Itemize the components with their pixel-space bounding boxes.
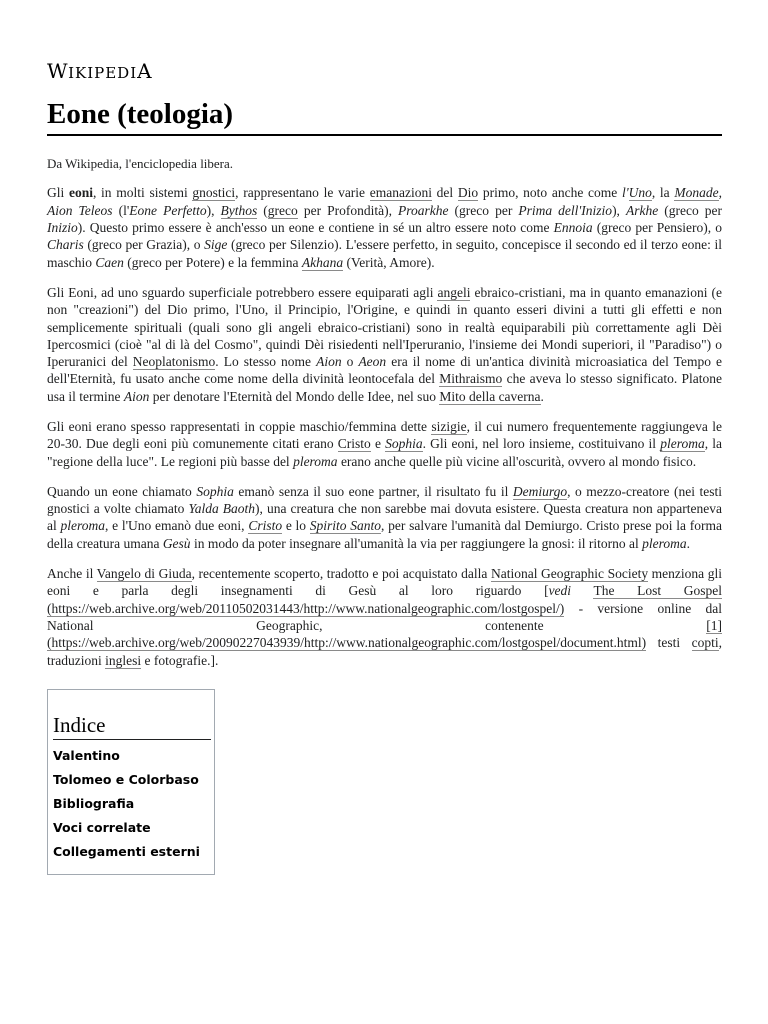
toc-item-bibliografia[interactable]: Bibliografia — [53, 795, 135, 811]
toc-item-voci-correlate[interactable]: Voci correlate — [53, 819, 151, 835]
text-run: - versione online dal National Geographic, contenente — [47, 600, 722, 633]
text-run: ebraico-cristiani, ma in quanto emanazioni (e non "creazioni") del Dio primo, l'Uno, il Principio, l'Origine, e quindi in quanto esseri divini a tutti gli effetti e non semplicemente spirituali (quali sono gli angeli ebraico-cristiani) sono in realtà equiparabili più correttamente agli Dèi Ipercosmici (cioè "al di là del Cosmo", quindi Dèi risiedenti nell'Iperuranio, l'insieme dei Mondi superiori, il "Paradiso") o Iperuranici del — [47, 284, 722, 370]
text-run: emanò senza il suo eone partner, il risultato fu il — [233, 483, 513, 499]
text-run: ( — [257, 202, 268, 218]
text-run: , la — [651, 185, 675, 201]
article-link[interactable]: Demiurgo — [512, 483, 568, 499]
text-run: e fotografie.]. — [141, 652, 219, 668]
italic-term: pleroma — [293, 453, 338, 469]
article-link[interactable]: greco — [267, 202, 298, 218]
paragraph-4 — [47, 483, 722, 552]
article-link[interactable]: gnostici — [192, 185, 236, 201]
toc-item-tolomeo-e-colorbaso[interactable]: Tolomeo e Colorbaso — [53, 771, 199, 787]
text-run: Gli — [47, 185, 69, 201]
text-run — [571, 583, 593, 598]
article-link[interactable]: Dio — [457, 185, 479, 201]
article-link[interactable]: The Lost Gospel (https://web.archive.org/web/20110502031443/http://www.nationalgeographic.com/lostgospel/) — [47, 583, 722, 616]
text-run: . Lo stesso nome — [215, 354, 317, 370]
text-run: che aveva lo stesso significato. Platone usa il termine — [47, 371, 722, 404]
article-link[interactable]: copti — [691, 635, 719, 651]
text-run: , il cui numero frequentemente raggiungeva le 20-30. Due degli eoni più comunemente citati erano — [47, 418, 722, 452]
text-run: e lo — [282, 518, 310, 534]
italic-term: Eone Perfetto — [129, 202, 207, 218]
text-run: (greco per — [658, 202, 723, 218]
italic-term: pleroma — [642, 535, 687, 551]
text-run: Gli eoni erano spesso rappresentati in coppie maschio/femmina dette — [47, 418, 432, 434]
text-run: Gli Eoni, ad uno sguardo superficiale potrebbero essere equiparati agli — [47, 284, 438, 300]
text-run: , recentemente scoperto, tradotto e poi acquistato dalla — [191, 566, 491, 582]
text-run: , — [718, 185, 722, 201]
text-run: o — [341, 354, 359, 370]
text-run: (greco per Potere) e la femmina — [123, 254, 302, 270]
article-link[interactable]: [1] (https://web.archive.org/web/20090227043939/http://www.nationalgeographic.com/lostgospel/document.html) — [47, 617, 722, 651]
text-run: . — [540, 388, 544, 404]
article-link[interactable]: inglesi — [105, 652, 142, 668]
article-link[interactable]: Cristo — [248, 518, 283, 534]
logo-initial: W — [47, 59, 69, 83]
text-run: ), una creatura che non sarebbe mai dovuta esistere. Questa creatura non apparteneva al — [47, 501, 722, 534]
wikipedia-logo[interactable] — [47, 58, 722, 84]
text-run: (greco per Pensiero), o — [592, 220, 723, 236]
text-run: menziona gli eoni e parla degli insegnamenti di Gesù al loro riguardo [ — [47, 566, 723, 599]
text-run: in modo da poter insegnare all'umanità la via per raggiungere la gnosi: il ritorno al — [190, 535, 643, 551]
article-link[interactable]: angeli — [437, 284, 471, 300]
italic-term: Inizio — [47, 220, 78, 236]
italic-term: Arkhe — [625, 202, 659, 218]
text-run: ), — [612, 202, 626, 218]
text-run: del — [431, 185, 458, 201]
text-run: , e l'Uno emanò due eoni, — [104, 518, 249, 534]
italic-term: vedi — [548, 583, 572, 599]
logo-final: A — [137, 59, 153, 83]
text-run: Anche il — [47, 566, 97, 582]
article-link[interactable]: Vangelo di Giuda — [96, 566, 192, 582]
italic-term: Aion Teleos — [47, 202, 113, 218]
text-run: , in molti sistemi — [92, 185, 193, 201]
text-run: (greco per Grazia), o — [83, 237, 205, 253]
article-link[interactable]: Sophia — [385, 436, 423, 452]
article-link[interactable]: Akhana — [301, 254, 344, 270]
text-run: ), — [206, 202, 221, 218]
italic-term: Caen — [95, 254, 124, 270]
paragraph-5 — [47, 565, 722, 669]
italic-term: Aeon — [358, 354, 387, 370]
paragraph-3 — [47, 418, 722, 470]
article-link[interactable]: Mithraismo — [439, 371, 503, 387]
text-run: ). Questo primo essere è anch'esso un eone e contiene in sé un altro essere noto come — [77, 220, 554, 236]
article-link[interactable]: emanazioni — [369, 185, 432, 201]
text-run: per denotare l'Eternità del Mondo delle Idee, nel suo — [149, 388, 440, 404]
tagline: Da Wikipedia, l'enciclopedia libera. — [47, 156, 234, 172]
article-link[interactable]: Uno — [628, 185, 652, 201]
text-run: , traduzioni — [47, 635, 722, 668]
text-run: (greco per Silenzio). L'essere perfetto, in seguito, concepisce il secondo ed il terzo eone: il maschio — [47, 237, 723, 270]
text-run: e — [370, 436, 386, 452]
logo-middle: IKIPEDI — [68, 64, 138, 82]
article-link[interactable]: Neoplatonismo — [132, 354, 216, 370]
italic-term: Charis — [47, 237, 84, 253]
text-run: primo, noto anche come — [478, 185, 622, 201]
article-link[interactable]: sizigie — [431, 418, 467, 434]
text-run: . — [686, 535, 690, 551]
article-link[interactable]: Cristo — [337, 436, 371, 452]
toc-item-valentino[interactable]: Valentino — [53, 747, 120, 763]
toc-title: Indice — [53, 712, 211, 740]
article-link[interactable]: Bythos — [220, 202, 258, 218]
italic-term: Sophia — [196, 483, 234, 499]
text-run: , per salvare l'umanità dal Demiurgo. Cristo prese poi la forma della creatura umana — [47, 518, 722, 551]
article-link[interactable]: Monade — [674, 185, 719, 201]
text-run: (greco per — [448, 202, 519, 218]
text-run: , rappresentano le varie — [235, 185, 370, 201]
article-link[interactable]: pleroma — [660, 436, 705, 452]
paragraph-2 — [47, 284, 722, 405]
italic-term: Ennoia — [553, 220, 593, 236]
text-run: testi — [646, 635, 692, 651]
text-run: , la "regione della luce". Le regioni più basse del — [47, 436, 722, 469]
toc-item-collegamenti-esterni[interactable]: Collegamenti esterni — [53, 843, 200, 859]
bold-term: eoni — [68, 185, 93, 201]
italic-term: Sige — [204, 237, 228, 253]
article-link[interactable]: Mito della caverna — [439, 388, 541, 404]
italic-term: Gesù — [162, 535, 191, 551]
text-run: per Profondità), — [297, 202, 399, 218]
text-run: . Gli eoni, nel loro insieme, costituivano il — [422, 436, 661, 452]
article-page — [47, 58, 722, 875]
italic-term: l' — [621, 185, 629, 201]
italic-term: pleroma — [60, 518, 105, 534]
article-link[interactable]: Spirito Santo — [309, 518, 382, 534]
text-run: era il nome di un'antica divinità microasiatica del Tempo e dell'Eternità, fu usato anche come nome della divinità leontocefala del — [47, 354, 722, 387]
italic-term: Aion — [123, 388, 150, 404]
italic-term: Proarkhe — [398, 202, 449, 218]
italic-term: Yalda Baoth — [188, 501, 256, 517]
italic-term: Aion — [316, 354, 342, 370]
article-link[interactable]: National Geographic Society — [490, 566, 649, 582]
text-run: Quando un eone chiamato — [47, 483, 197, 499]
paragraph-1 — [47, 184, 722, 270]
text-run: (Verità, Amore). — [343, 254, 435, 270]
italic-term: Prima dell'Inizio — [518, 202, 613, 218]
page-title: Eone (teologia) — [47, 96, 722, 136]
text-run: (l' — [112, 202, 130, 218]
article-body — [47, 184, 722, 668]
table-of-contents — [47, 689, 215, 875]
text-run: , o mezzo-creatore (nei testi gnostici a volte chiamato — [47, 483, 723, 517]
text-run: erano anche quelle più vicine all'oscurità, ovvero al mondo fisico. — [337, 453, 697, 469]
